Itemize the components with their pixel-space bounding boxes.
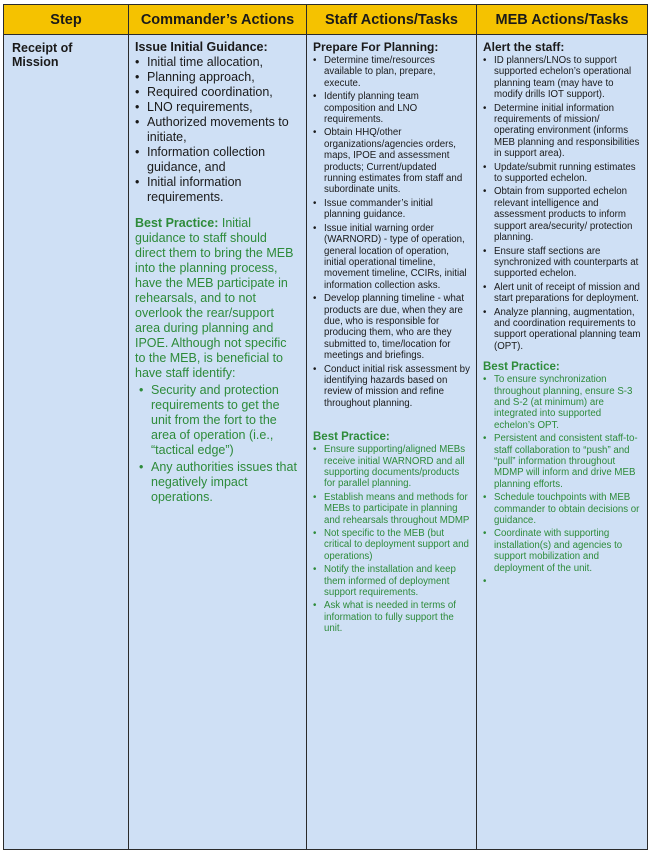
list-item: • Develop planning timeline - what products are due, when they are due, who is responsible for producing them, who are they submitted to, time/location for meetings and briefings. (313, 293, 470, 361)
list-item: • ID planners/LNOs to support supported echelon’s operational planning team (may have to modify drills IOT support). (483, 55, 641, 101)
list-item: • Information collection guidance, and (135, 145, 300, 175)
list-item: • Any authorities issues that negatively impact operations. (139, 460, 300, 505)
step-cell: Receipt of Mission (4, 35, 129, 850)
list-item: • Ask what is needed in terms of information to fully support the unit. (313, 600, 470, 634)
list-item: • Planning approach, (135, 70, 300, 85)
header-staff-actions: Staff Actions/Tasks (307, 5, 477, 35)
best-practice-text: Initial guidance to staff should direct them to bring the MEB into the planning process, have the MEB participate in rehearsals, and to not overlook the rear/support area during planning and IPOE. Although not specific to the MEB, is beneficial to have staff identify: (135, 216, 294, 380)
list-item: • Establish means and methods for MEBs to participate in planning and rehearsals throughout MDMP (313, 492, 470, 526)
commander-best-practice-list (139, 383, 300, 505)
staff-actions-cell (307, 35, 477, 850)
list-item: • Not specific to the MEB (but critical to deployment support and operations) (313, 528, 470, 562)
header-row (4, 5, 648, 35)
list-item: • Determine initial information requirements of mission/ operating environment (informs MEB planning and responsibilities in support area). (483, 103, 641, 160)
staff-heading: Prepare For Planning: (313, 40, 439, 54)
staff-best-practice-list (313, 444, 470, 635)
list-item: • Initial time allocation, (135, 55, 300, 70)
list-item: • Persistent and consistent staff-to-staff collaboration to “push” and “pull” information throughout MDMP will inform and drive MEB planning efforts. (483, 433, 641, 490)
list-item: • Ensure staff sections are synchronized with counterparts at supported echelon. (483, 246, 641, 280)
list-item: • Alert unit of receipt of mission and start preparations for deployment. (483, 282, 641, 305)
header-meb-actions: MEB Actions/Tasks (477, 5, 648, 35)
staff-list (313, 55, 470, 409)
list-item: • Issue commander’s initial planning guidance. (313, 198, 470, 221)
list-item: • Update/submit running estimates to supported echelon. (483, 162, 641, 185)
commander-heading: Issue Initial Guidance: (135, 40, 268, 54)
list-item: • Conduct initial risk assessment by identifying hazards based on review of mission and refine throughout planning. (313, 364, 470, 410)
meb-actions-cell (477, 35, 648, 850)
list-item (483, 576, 641, 587)
list-item: • To ensure synchronization throughout planning, ensure S-3 and S-2 (at minimum) are integrated into supported echelon’s OPT. (483, 374, 641, 431)
commander-list (135, 55, 300, 205)
list-item: • Ensure supporting/aligned MEBs receive initial WARNORD and all supporting documents/products for parallel planning. (313, 444, 470, 490)
mission-table (3, 4, 648, 850)
list-item: • LNO requirements, (135, 100, 300, 115)
list-item: • Initial information requirements. (135, 175, 300, 205)
staff-best-practice-title: Best Practice: (313, 431, 390, 444)
list-item: • Coordinate with supporting installation(s) and agencies to support mobilization and deployment of the unit. (483, 528, 641, 574)
list-item: • Obtain HHQ/other organizations/agencies orders, maps, IPOE and assessment products; Current/updated running estimates from staff and subordinate units. (313, 127, 470, 195)
list-item: • Security and protection requirements to get the unit from the fort to the area of operation (i.e., “tactical edge”) (139, 383, 300, 458)
list-item: • Required coordination, (135, 85, 300, 100)
commander-best-practice (135, 216, 300, 381)
list-item: • Determine time/resources available to plan, prepare, execute. (313, 55, 470, 89)
header-step: Step (4, 5, 129, 35)
best-practice-label: Best Practice: (135, 216, 219, 230)
list-item: • Obtain from supported echelon relevant intelligence and assessment products to inform support area/security/ protection planning. (483, 186, 641, 243)
header-commander-actions: Commander’s Actions (129, 5, 307, 35)
commander-actions-cell (129, 35, 307, 850)
list-item: • Authorized movements to initiate, (135, 115, 300, 145)
meb-heading: Alert the staff: (483, 40, 565, 54)
meb-best-practice-title: Best Practice: (483, 361, 560, 374)
meb-list (483, 55, 641, 352)
list-item: • Identify planning team composition and LNO requirements. (313, 91, 470, 125)
list-item: • Schedule touchpoints with MEB commander to obtain decisions or guidance. (483, 492, 641, 526)
receipt-of-mission-row (4, 35, 648, 850)
meb-best-practice-list (483, 374, 641, 587)
list-item: • Issue initial warning order (WARNORD) - type of operation, general location of operation, initial operational timeline, movement timeline, CCIRs, initial information collection asks. (313, 223, 470, 291)
list-item: • Analyze planning, augmentation, and coordination requirements to support operational planning team (OPT). (483, 307, 641, 353)
list-item: • Notify the installation and keep them informed of deployment support requirements. (313, 564, 470, 598)
